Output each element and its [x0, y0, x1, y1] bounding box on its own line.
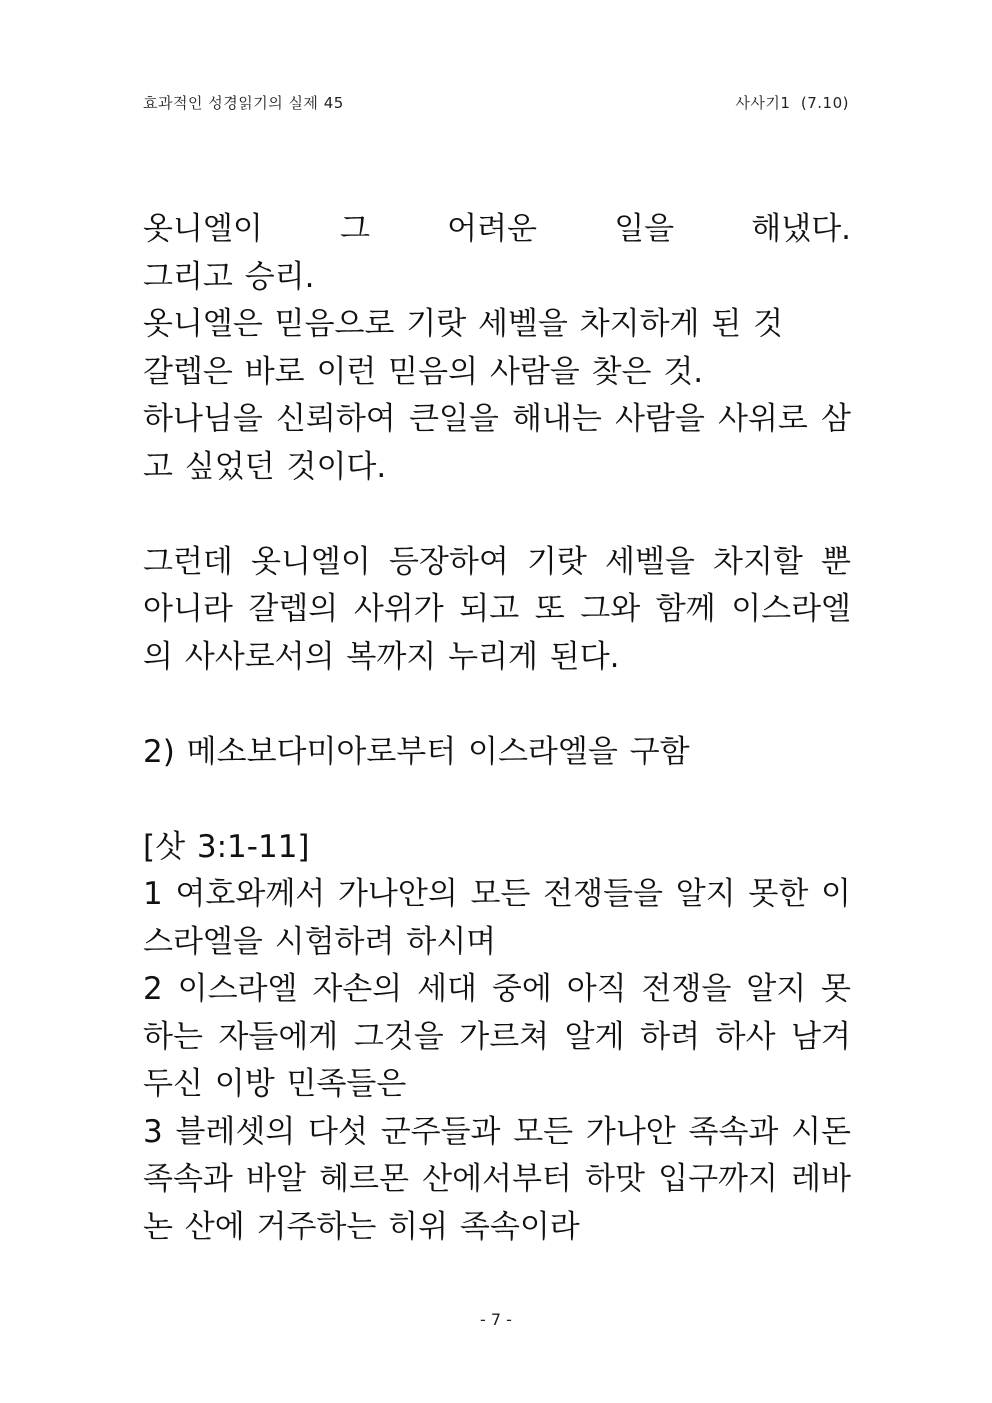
text-line: 고 싶었던 것이다.	[143, 448, 387, 485]
text-line: 의 사사로서의 복까지 누리게 된다.	[143, 638, 620, 675]
verse-line: 두신 이방 민족들은	[143, 1066, 407, 1102]
verse-line: 하는 자들에게 그것을 가르쳐 알게 하려 하사 남겨	[143, 1018, 851, 1055]
text-line: 옷니엘이 그 어려운 일을 해냈다.	[143, 211, 851, 247]
paragraph-gap	[143, 491, 851, 539]
verse-line: 2 이스라엘 자손의 세대 중에 아직 전쟁을 알지 못	[143, 971, 851, 1007]
header-chapter: 사사기1 (7.10)	[735, 94, 849, 112]
text-line: 그리고 승리.	[143, 258, 315, 295]
page-number: - 7 -	[480, 1310, 512, 1329]
text-line: 그런데 옷니엘이 등장하여 기랏 세벨을 차지할 뿐	[143, 543, 851, 580]
paragraph-gap	[143, 776, 851, 824]
document-body	[143, 206, 851, 1251]
verse-line: 1 여호와께서 가나안의 모든 전쟁들을 알지 못한 이	[143, 876, 851, 912]
text-line: 하나님을 신뢰하여 큰일을 해내는 사람을 사위로 삼	[143, 401, 851, 437]
passage-reference: [삿 3:1-11]	[143, 828, 310, 865]
text-line: 아니라 갈렙의 사위가 되고 또 그와 함께 이스라엘	[143, 591, 851, 627]
verse-line: 스라엘을 시험하려 하시며	[143, 923, 497, 960]
paragraph-gap	[143, 681, 851, 729]
header-title: 효과적인 성경읽기의 실제 45	[143, 94, 344, 112]
verse-line: 논 산에 거주하는 히위 족속이라	[143, 1208, 580, 1245]
verse-line: 3 블레셋의 다섯 군주들과 모든 가나안 족속과 시돈	[143, 1113, 851, 1150]
section-heading: 2) 메소보다미아로부터 이스라엘을 구함	[143, 733, 690, 770]
text-line: 갈렙은 바로 이런 믿음의 사람을 찾은 것.	[143, 353, 704, 390]
text-line: 옷니엘은 믿음으로 기랏 세벨을 차지하게 된 것	[143, 306, 784, 342]
verse-line: 족속과 바알 헤르몬 산에서부터 하맛 입구까지 레바	[143, 1161, 851, 1197]
